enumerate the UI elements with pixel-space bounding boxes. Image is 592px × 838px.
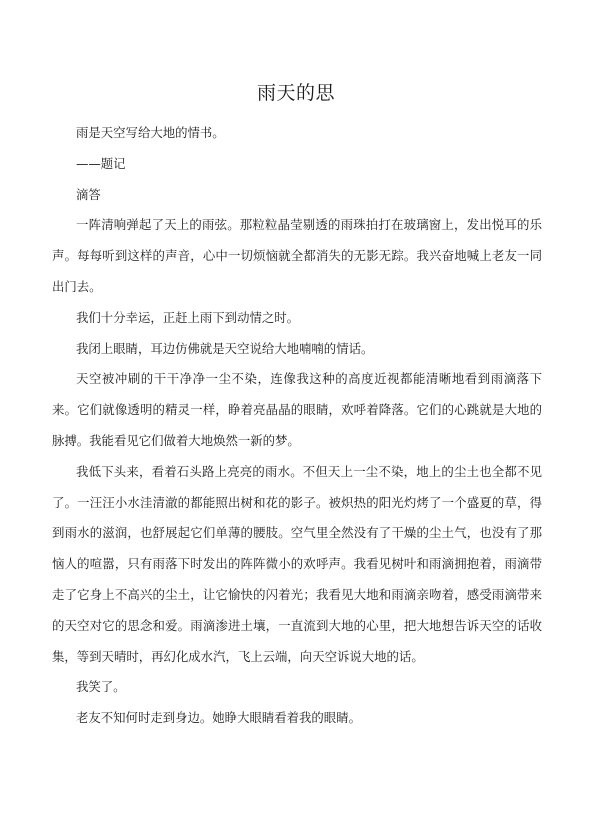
- body-paragraph: 我闭上眼睛，耳边仿佛就是天空说给大地喃喃的情话。: [76, 340, 374, 356]
- document-title: 雨天的思: [256, 82, 335, 104]
- epigraph-attribution: ——题记: [76, 155, 126, 171]
- body-paragraph: 老友不知何时走到身边。她睁大眼睛看着我的眼睛。: [76, 710, 361, 726]
- body-paragraph: 我低下头来，看着石头路上亮亮的雨水。不但天上一尘不染，地上的尘土也全都不见了。一汪汪小水洼清澈的都能照出树和花的影子。被炽热的阳光灼烤了一个盛夏的草，得到雨水的滋润，也舒展起它们单薄的腰肢。空气里全然没有了干燥的尘土气，也没有了那恼人的喧嚣，只有雨落下时发出的阵阵微小的欢呼声。我看见树叶和雨滴拥抱着，雨滴带走了它身上不高兴的尘土，让它愉快的闪着光；我看见大地和雨滴亲吻着，感受雨滴带来的天空对它的思念和爱。雨滴渗进土壤，一直流到大地的心里，把大地想告诉天空的话收集，等到天晴时，再幻化成水汽，飞上云端，向天空诉说大地的话。: [52, 463, 542, 664]
- body-paragraph: 我笑了。: [76, 679, 126, 695]
- body-paragraph: 我们十分幸运，正赶上雨下到动情之时。: [76, 309, 300, 325]
- body-paragraph: 滴答: [76, 186, 101, 202]
- body-paragraph: 一阵清响弹起了天上的雨弦。那粒粒晶莹剔透的雨珠拍打在玻璃窗上，发出悦耳的乐声。每每听到这样的声音，心中一切烦恼就全都消失的无影无踪。我兴奋地喊上老友一同出门去。: [52, 217, 542, 294]
- epigraph-text: 雨是天空写给大地的情书。: [76, 125, 225, 140]
- body-paragraph: 天空被冲刷的干干净净一尘不染，连像我这种的高度近视都能清晰地看到雨滴落下来。它们就像透明的精灵一样，睁着亮晶晶的眼睛，欢呼着降落。它们的心跳就是大地的脉搏。我能看见它们做着大地焕然一新的梦。: [52, 371, 542, 448]
- document-body: [52, 118, 542, 734]
